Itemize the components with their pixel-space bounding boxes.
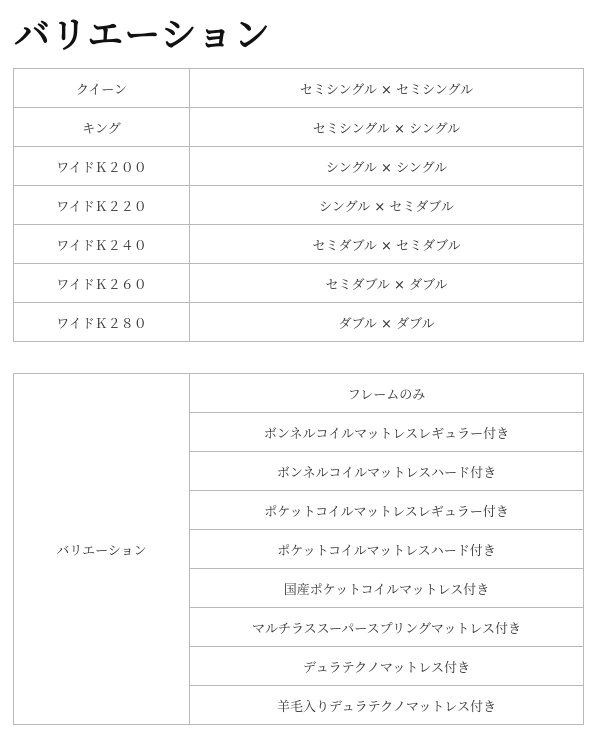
size-value-cell: ダブル × ダブル [190,303,584,342]
variation-item-cell: デュラテクノマットレス付き [190,647,584,686]
table-row [14,69,584,108]
size-name-cell: クイーン [14,69,190,108]
table-row [14,186,584,225]
size-value-cell: シングル × シングル [190,147,584,186]
size-name-cell: ワイドＫ２６０ [14,264,190,303]
size-value-cell: セミシングル × シングル [190,108,584,147]
size-value-cell: セミダブル × セミダブル [190,225,584,264]
variation-table [13,373,584,725]
table-row [14,264,584,303]
size-name-cell: ワイドＫ２２０ [14,186,190,225]
variation-item-cell: ボンネルコイルマットレスハード付き [190,452,584,491]
variation-item-cell: 羊毛入りデュラテクノマットレス付き [190,686,584,725]
size-name-cell: キング [14,108,190,147]
variation-item-cell: 国産ポケットコイルマットレス付き [190,569,584,608]
size-name-cell: ワイドＫ２４０ [14,225,190,264]
table-row [14,108,584,147]
size-value-cell: セミダブル × ダブル [190,264,584,303]
variation-item-cell: ポケットコイルマットレスハード付き [190,530,584,569]
table-row [14,374,584,413]
table-row [14,147,584,186]
table-row [14,225,584,264]
page-title: バリエーション [14,15,271,56]
variation-item-cell: ポケットコイルマットレスレギュラー付き [190,491,584,530]
variation-item-cell: ボンネルコイルマットレスレギュラー付き [190,413,584,452]
variation-label-cell: バリエーション [14,374,190,725]
size-value-cell: シングル × セミダブル [190,186,584,225]
size-name-cell: ワイドＫ２８０ [14,303,190,342]
variation-item-cell: マルチラススーパースプリングマットレス付き [190,608,584,647]
size-table [13,68,584,342]
size-value-cell: セミシングル × セミシングル [190,69,584,108]
size-name-cell: ワイドＫ２００ [14,147,190,186]
table-row [14,303,584,342]
variation-item-cell: フレームのみ [190,374,584,413]
